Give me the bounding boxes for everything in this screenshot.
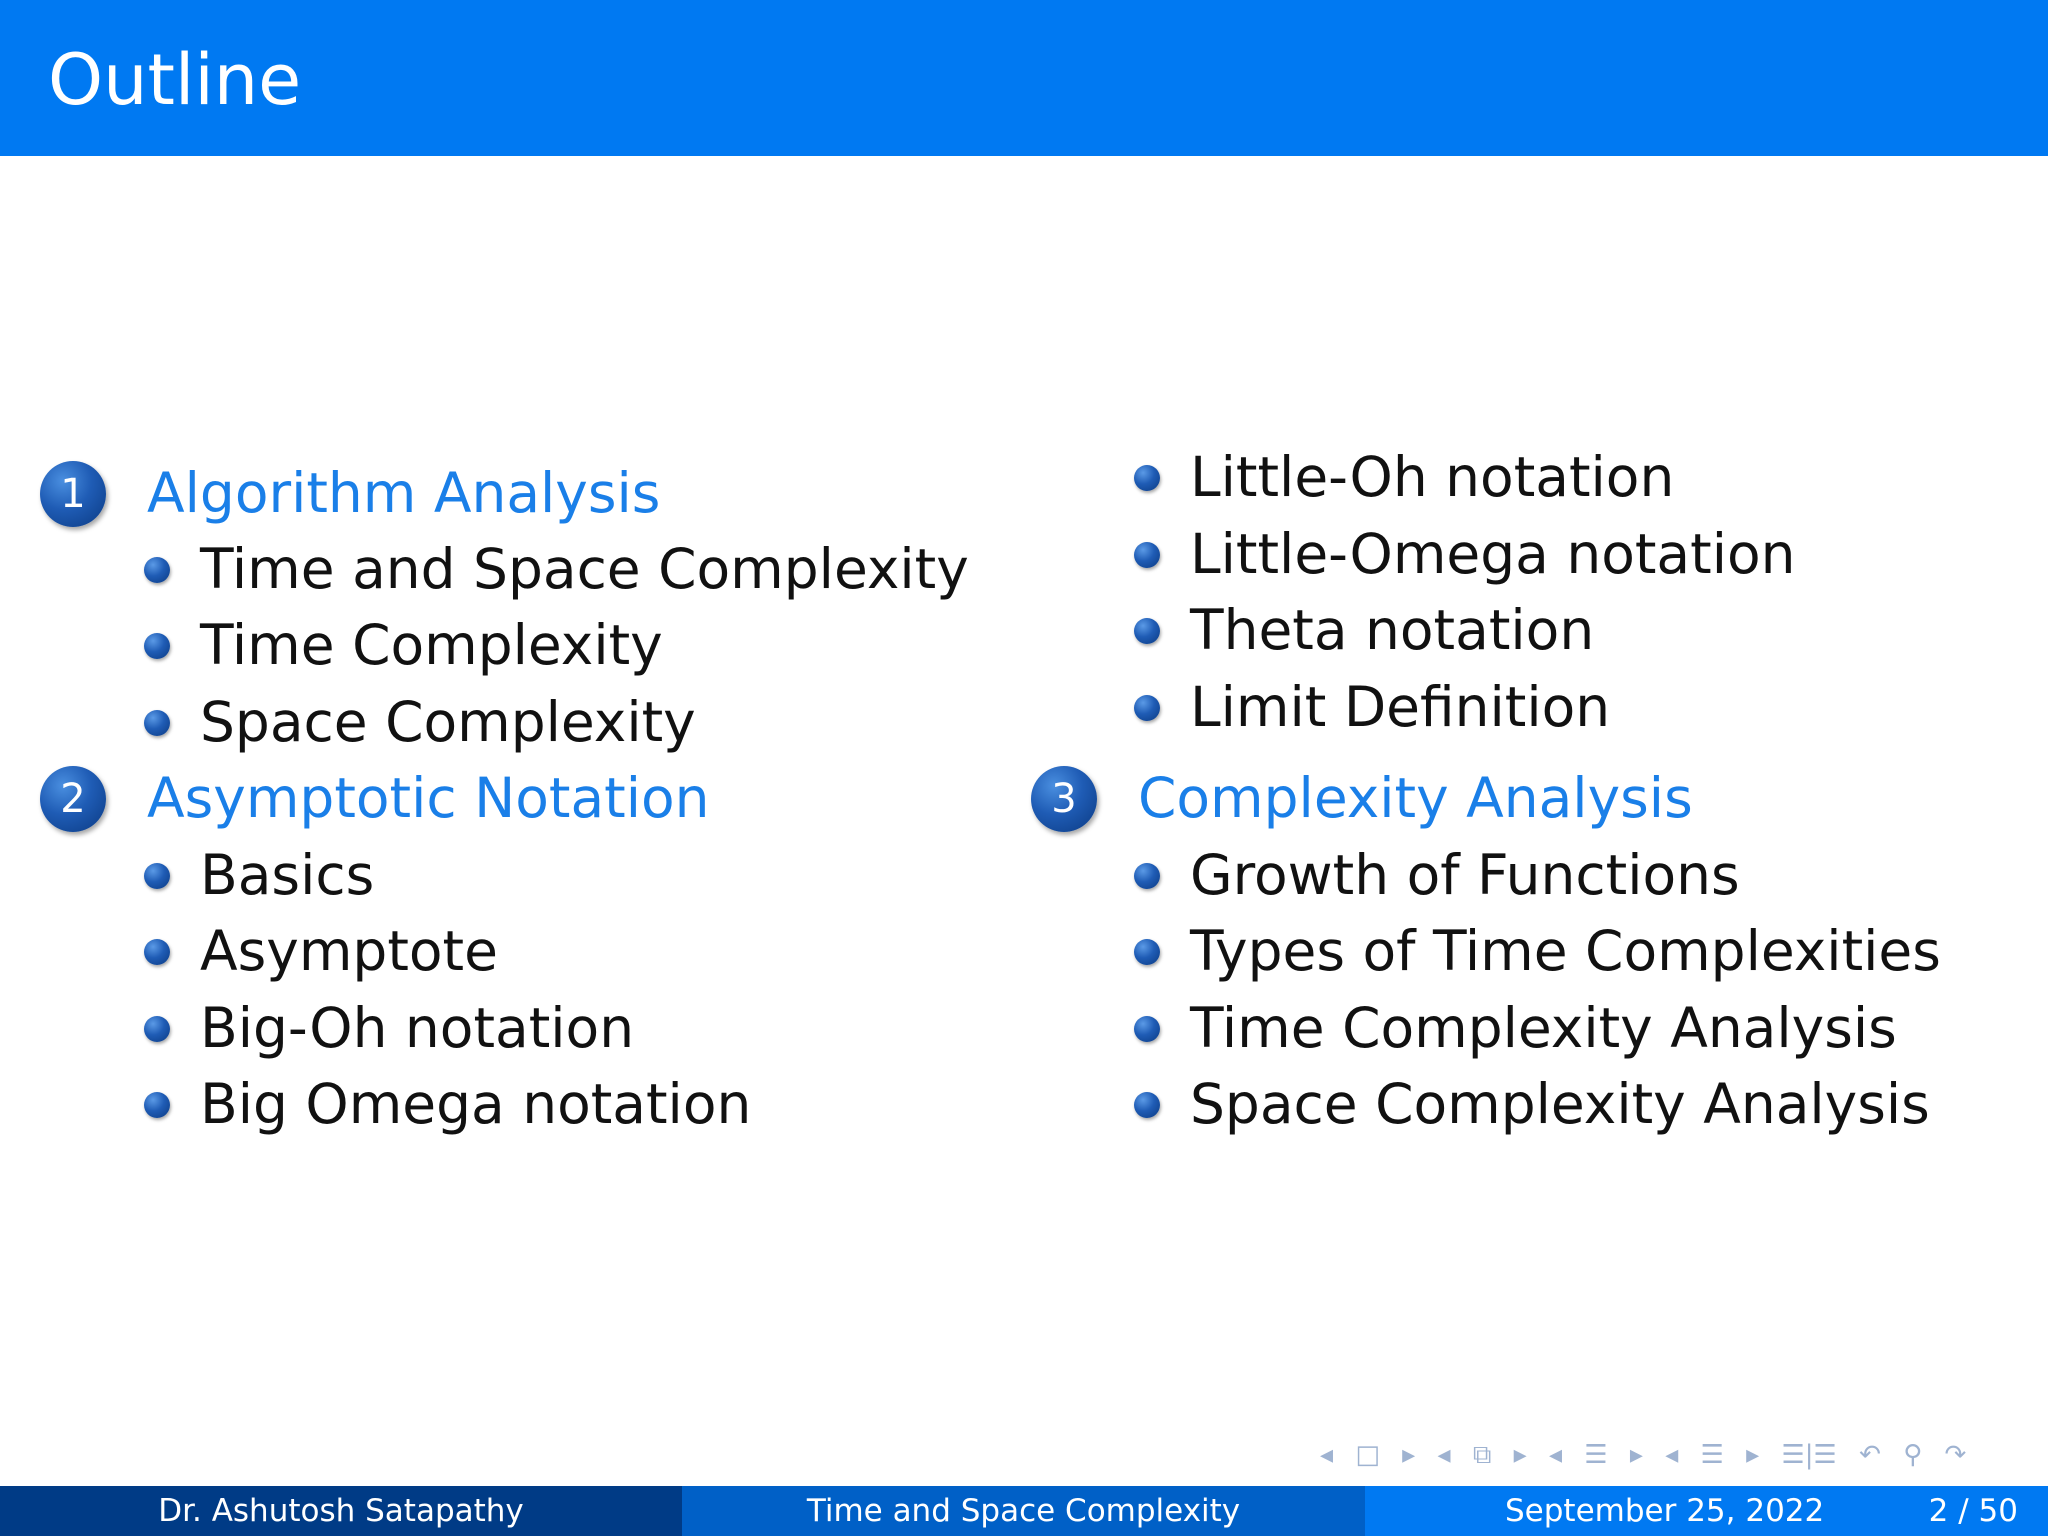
bullet-icon (1134, 1092, 1160, 1118)
outline-item[interactable] (1134, 915, 2014, 987)
bullet-icon (1134, 465, 1160, 491)
outline-item[interactable] (1134, 1068, 2014, 1140)
outline-item[interactable] (1134, 839, 2014, 911)
nav-next-subsection-icon[interactable]: ▸ (1513, 1440, 1527, 1470)
nav-frame-icon[interactable]: □ (1355, 1440, 1380, 1470)
nav-next-document-icon[interactable]: ▸ (1746, 1440, 1760, 1470)
section-label[interactable]: Algorithm Analysis (147, 461, 661, 525)
bullet-icon (144, 939, 170, 965)
bullet-icon (144, 863, 170, 889)
outline-item-label[interactable]: Asymptote (200, 919, 498, 983)
nav-prev-document-icon[interactable]: ◂ (1665, 1440, 1679, 1470)
outline-item-label[interactable]: Limit Definition (1190, 675, 1611, 739)
bullet-icon (144, 1092, 170, 1118)
section-number-badge: 3 (1031, 766, 1097, 832)
footer (0, 1486, 2048, 1536)
nav-forward-icon[interactable]: ↷ (1944, 1440, 1967, 1470)
footer-author: Dr. Ashutosh Satapathy (0, 1486, 682, 1536)
bullet-icon (144, 710, 170, 736)
outline-item[interactable] (144, 992, 944, 1064)
nav-subsection-icon[interactable]: ⧉ (1472, 1440, 1492, 1470)
outline-item[interactable] (144, 1068, 944, 1140)
outline-item-label[interactable]: Space Complexity Analysis (1190, 1072, 1930, 1136)
bullet-icon (1134, 1016, 1160, 1042)
outline-item-label[interactable]: Little-Oh notation (1190, 445, 1675, 509)
bullet-icon (1134, 618, 1160, 644)
nav-prev-section-icon[interactable]: ◂ (1549, 1440, 1563, 1470)
frame-title-bar (0, 0, 2048, 156)
bullet-icon (1134, 939, 1160, 965)
outline-section-1[interactable] (40, 457, 940, 529)
outline-item-label[interactable]: Theta notation (1190, 598, 1595, 662)
footer-date: September 25, 2022 (1505, 1493, 1825, 1529)
nav-appendix-icon[interactable]: ☰|☰ (1781, 1440, 1837, 1470)
outline-item-label[interactable]: Time Complexity Analysis (1190, 996, 1897, 1060)
footer-date-page (1365, 1486, 2048, 1536)
section-label[interactable]: Asymptotic Notation (147, 766, 710, 830)
bullet-icon (1134, 863, 1160, 889)
footer-page-number: 2 / 50 (1928, 1493, 2018, 1529)
outline-item-label[interactable]: Time Complexity (200, 613, 663, 677)
outline-item[interactable] (144, 686, 944, 758)
nav-next-frame-icon[interactable]: ▸ (1402, 1440, 1416, 1470)
section-number-badge: 2 (40, 766, 106, 832)
nav-next-section-icon[interactable]: ▸ (1629, 1440, 1643, 1470)
outline-item-label[interactable]: Big Omega notation (200, 1072, 752, 1136)
bullet-icon (144, 633, 170, 659)
bullet-icon (144, 1016, 170, 1042)
bullet-icon (144, 557, 170, 583)
bullet-icon (1134, 695, 1160, 721)
nav-document-icon[interactable]: ☰ (1700, 1440, 1724, 1470)
outline-item-label[interactable]: Space Complexity (200, 690, 696, 754)
bullet-icon (1134, 542, 1160, 568)
outline-item-label[interactable]: Big-Oh notation (200, 996, 635, 1060)
outline-item[interactable] (1134, 518, 2014, 590)
outline-item[interactable] (144, 533, 969, 605)
outline-section-3[interactable] (1031, 762, 2011, 834)
section-number-badge: 1 (40, 461, 106, 527)
outline-item[interactable] (144, 915, 944, 987)
outline-item[interactable] (1134, 594, 2014, 666)
outline-item-label[interactable]: Basics (200, 843, 375, 907)
nav-prev-frame-icon[interactable]: ◂ (1320, 1440, 1334, 1470)
outline-item[interactable] (1134, 441, 2014, 513)
frame-title: Outline (48, 39, 302, 121)
nav-prev-subsection-icon[interactable]: ◂ (1437, 1440, 1451, 1470)
outline-item[interactable] (144, 839, 944, 911)
footer-title: Time and Space Complexity (682, 1486, 1365, 1536)
outline-item[interactable] (144, 609, 944, 681)
outline-item[interactable] (1134, 671, 2014, 743)
section-label[interactable]: Complexity Analysis (1138, 766, 1693, 830)
outline-item-label[interactable]: Growth of Functions (1190, 843, 1740, 907)
outline-item-label[interactable]: Little-Omega notation (1190, 522, 1796, 586)
outline-item-label[interactable]: Types of Time Complexities (1190, 919, 1941, 983)
outline-item[interactable] (1134, 992, 2014, 1064)
nav-section-icon[interactable]: ☰ (1584, 1440, 1608, 1470)
outline-section-2[interactable] (40, 762, 940, 834)
nav-back-icon[interactable]: ↶ (1859, 1440, 1881, 1470)
nav-search-icon[interactable]: ⚲ (1903, 1440, 1923, 1470)
navigation-symbols (1320, 1435, 2040, 1475)
outline-item-label[interactable]: Time and Space Complexity (200, 537, 969, 601)
